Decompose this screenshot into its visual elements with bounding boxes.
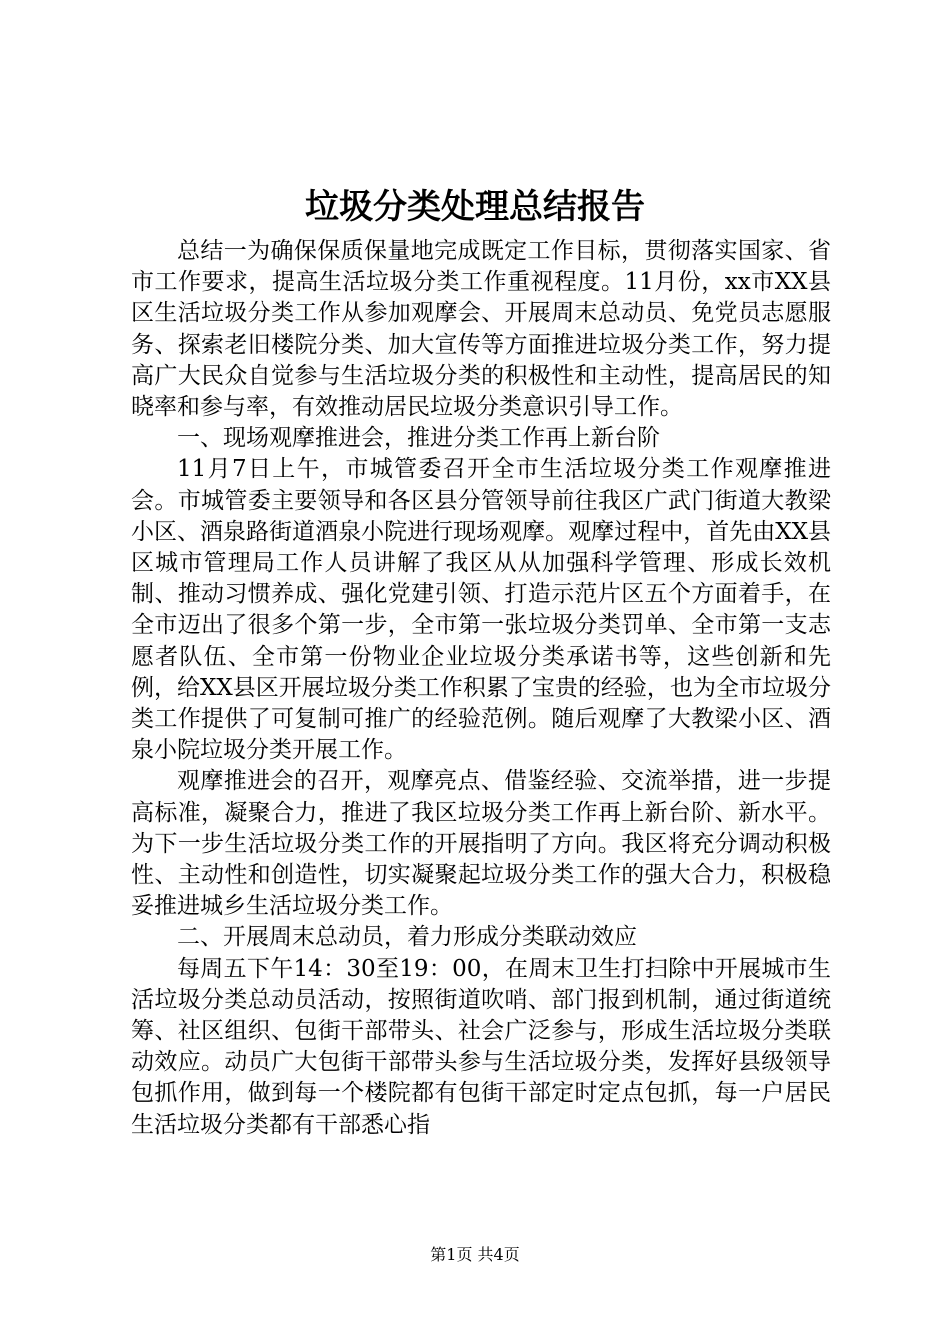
section-heading-1: 一、现场观摩推进会，推进分类工作再上新台阶 [177,425,660,452]
paragraph-section-2: 每周五下午14：30至19：00，在周末卫生打扫除中开展城市生活垃圾分类总动员活动，按照街道吹哨、部门报到机制，通过街道统筹、社区组织、包街干部带头、社会广泛参与，形成生活垃圾分类联动效应。动员广大包街干部带头参与生活垃圾分类，发挥好县级领导包抓作用，做到每一个楼院都有包街干部定时定点包抓，每一户居民生活垃圾分类都有干部悉心指 [131,955,831,1138]
paragraph-section-1: 11月7日上午，市城管委召开全市生活垃圾分类工作观摩推进会。市城管委主要领导和各区县分管领导前往我区广武门街道大教梁小区、酒泉路街道酒泉小院进行现场观摩。观摩过程中，首先由XX县区城市管理局工作人员讲解了我区从从加强科学管理、形成长效机制、推动习惯养成、强化党建引领、打造示范片区五个方面着手，在全市迈出了很多个第一步，全市第一张垃圾分类罚单、全市第一支志愿者队伍、全市第一份物业企业垃圾分类承诺书等，这些创新和先例，给XX县区开展垃圾分类工作积累了宝贵的经验，也为全市垃圾分类工作提供了可复制可推广的经验范例。随后观摩了大教梁小区、酒泉小院垃圾分类开展工作。 [131,456,831,764]
document-title: 垃圾分类处理总结报告 [305,187,645,227]
paragraph-intro: 总结一为确保保质保量地完成既定工作目标，贯彻落实国家、省市工作要求，提高生活垃圾分类工作重视程度。11月份，xx市XX县区生活垃圾分类工作从参加观摩会、开展周末总动员、免党员志愿服务、探索老旧楼院分类、加大宣传等方面推进垃圾分类工作，努力提高广大民众自觉参与生活垃圾分类的积极性和主动性，提高居民的知晓率和参与率，有效推动居民垃圾分类意识引导工作。 [131,238,831,421]
document-body [131,236,831,1141]
page-number-footer: 第1页 共4页 [430,1245,520,1264]
section-heading-2: 二、开展周末总动员，着力形成分类联动效应 [177,924,637,951]
paragraph-section-1-summary: 观摩推进会的召开，观摩亮点、借鉴经验、交流举措，进一步提高标准，凝聚合力，推进了我区垃圾分类工作再上新台阶、新水平。为下一步生活垃圾分类工作的开展指明了方向。我区将充分调动积极性、主动性和创造性，切实凝聚起垃圾分类工作的强大合力，积极稳妥推进城乡生活垃圾分类工作。 [131,768,831,920]
